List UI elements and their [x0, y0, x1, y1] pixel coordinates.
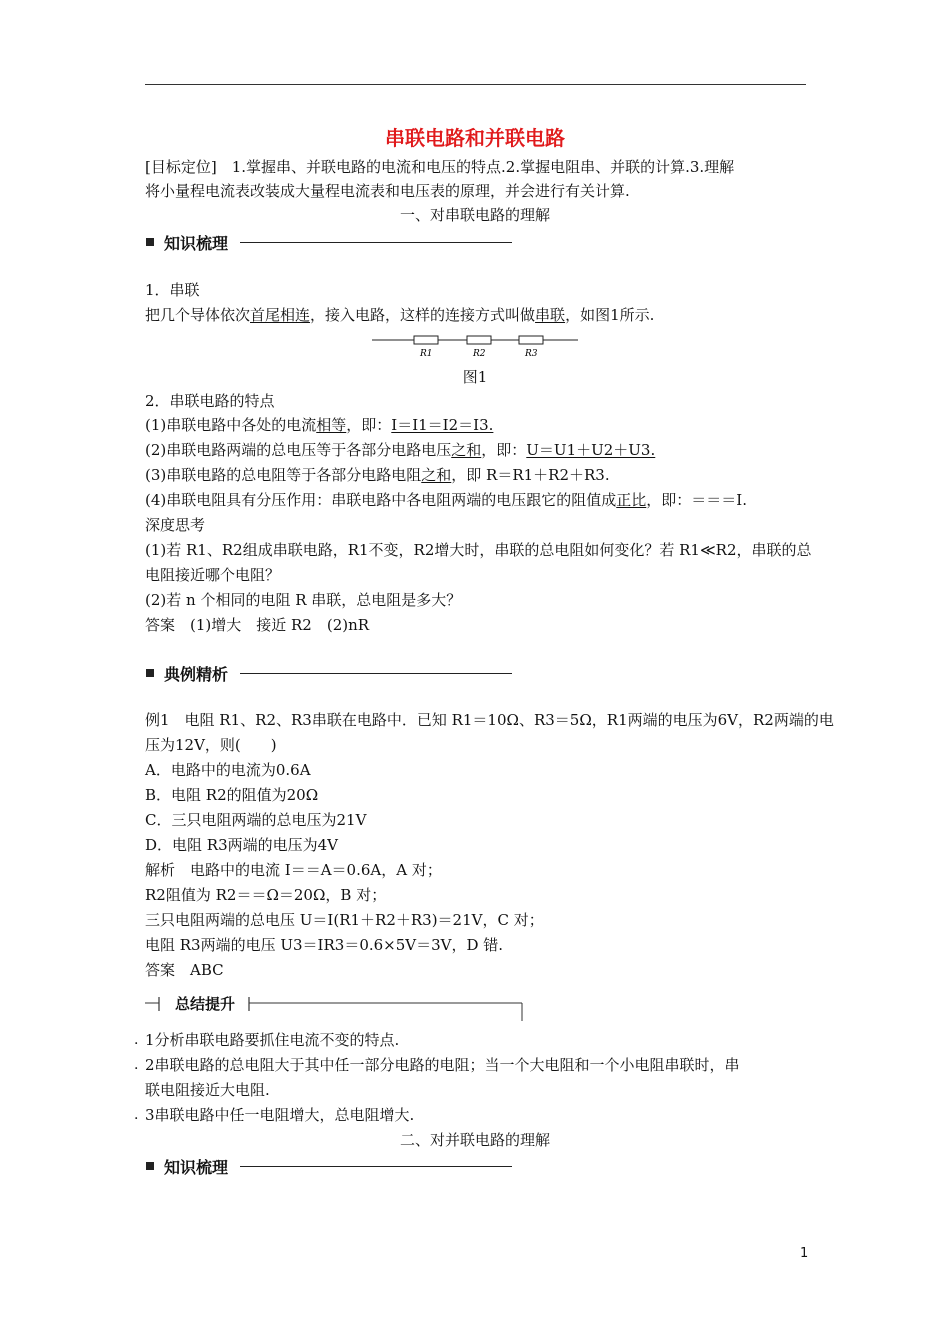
option-a: A．电路中的电流为0.6A — [145, 761, 311, 779]
example-answer: 答案 ABC — [145, 961, 224, 979]
section-label: 典例精析 — [164, 664, 229, 684]
section-rule — [240, 1166, 512, 1167]
series-heading: 1．串联 — [145, 281, 200, 299]
summary-header — [145, 995, 523, 1021]
series-circuit-figure — [372, 331, 578, 361]
resistor-r3 — [519, 336, 543, 344]
underlined-term: 首尾相连 — [250, 306, 311, 324]
solution-line-3: 三只电阻两端的总电压 U＝I(R1＋R2＋R3)＝21V，C 对； — [145, 911, 544, 929]
underlined-term: 之和 — [421, 466, 452, 484]
feature-1 — [145, 413, 493, 437]
section-knowledge-1 — [145, 232, 512, 252]
square-bullet-icon — [146, 669, 154, 677]
section-label: 知识梳理 — [164, 1157, 229, 1177]
question-2: (2)若 n 个相同的电阻 R 串联，总电阻是多大？ — [145, 591, 462, 609]
part2-heading: 二、对并联电路的理解 — [399, 1131, 550, 1149]
text-segment: ，即： — [346, 416, 392, 434]
deep-thinking-heading: 深度思考 — [145, 516, 206, 534]
solution-line-4: 电阻 R3两端的电压 U3＝IR3＝0.6×5V＝3V，D 错. — [145, 936, 504, 954]
header-rule — [145, 84, 806, 85]
feature-4 — [145, 488, 747, 512]
text-segment: (3)串联电路的总电阻等于各部分电路电阻 — [145, 466, 422, 484]
objectives-line-1: [目标定位] 1.掌握串、并联电路的电流和电压的特点.2.掌握电阻串、并联的计算.3.理解 — [145, 158, 735, 176]
bullet-dot-icon: · — [134, 1061, 139, 1077]
text-segment: (2)串联电路两端的总电压等于各部分电路电压 — [145, 441, 452, 459]
underlined-term: 正比 — [616, 491, 647, 509]
underlined-term: 相等 — [316, 416, 347, 434]
text-segment: 把几个导体依次 — [145, 306, 251, 324]
option-c: C．三只电阻两端的总电压为21V — [145, 811, 367, 829]
summary-item-2-line-2: 联电阻接近大电阻. — [145, 1081, 270, 1099]
series-definition — [145, 303, 654, 327]
summary-item-3: 3串联电路中任一电阻增大，总电阻增大. — [145, 1106, 415, 1124]
text-segment: ，接入电路，这样的连接方式叫做 — [310, 306, 536, 324]
section-knowledge-2 — [145, 1156, 512, 1176]
example-line-1: 例1 电阻 R1、R2、R3串联在电路中．已知 R1＝10Ω、R3＝5Ω，R1两端的电压为6V，R2两端的电 — [145, 711, 834, 729]
square-bullet-icon — [146, 238, 154, 246]
summary-item-1: 1分析串联电路要抓住电流不变的特点. — [145, 1031, 400, 1049]
underlined-term: 之和 — [451, 441, 482, 459]
underlined-formula: I＝I1＝I2＝I3. — [391, 416, 494, 434]
text-segment: ，即 R＝R1＋R2＋R3. — [451, 466, 610, 484]
text-segment: ，即： — [481, 441, 527, 459]
question-1-line-2: 电阻接近哪个电阻？ — [145, 566, 281, 584]
underlined-formula: U＝U1＋U2＋U3. — [526, 441, 656, 459]
section-example — [145, 663, 512, 683]
question-1-line-1: (1)若 R1、R2组成串联电路，R1不变，R2增大时，串联的总电阻如何变化？若 R1≪R2，串联的总 — [145, 541, 812, 559]
resistor-r2 — [467, 336, 491, 344]
text-segment: (1)串联电路中各处的电流 — [145, 416, 317, 434]
summary-item-2-line-1: 2串联电路的总电阻大于其中任一部分电路的电阻；当一个大电阻和一个小电阻串联时，串 — [145, 1056, 740, 1074]
r3-label: R3 — [525, 349, 538, 359]
r1-label: R1 — [420, 349, 433, 359]
objectives-line-2: 将小量程电流表改装成大量程电流表和电压表的原理，并会进行有关计算. — [145, 182, 630, 200]
option-d: D．电阻 R3两端的电压为4V — [145, 836, 339, 854]
square-bullet-icon — [146, 1162, 154, 1170]
example-line-2: 压为12V，则( ) — [145, 736, 277, 754]
feature-3 — [145, 463, 610, 487]
section-rule — [240, 673, 512, 674]
page-number: 1 — [800, 1246, 809, 1261]
section-label: 知识梳理 — [164, 233, 229, 253]
summary-label: 总结提升 — [175, 995, 236, 1013]
text-segment: ，如图1所示. — [565, 306, 655, 324]
resistor-r1 — [414, 336, 438, 344]
bullet-dot-icon: · — [134, 1036, 139, 1052]
underlined-term: 串联 — [535, 306, 566, 324]
solution-line-2: R2阻值为 R2＝＝Ω＝20Ω，B 对； — [145, 886, 387, 904]
option-b: B．电阻 R2的阻值为20Ω — [145, 786, 319, 804]
r2-label: R2 — [473, 349, 486, 359]
bullet-dot-icon: · — [134, 1111, 139, 1127]
page-title: 串联电路和并联电路 — [385, 126, 565, 150]
text-segment: ，即：＝＝＝I. — [646, 491, 747, 509]
features-heading: 2．串联电路的特点 — [145, 392, 275, 410]
part1-heading: 一、对串联电路的理解 — [399, 206, 550, 224]
solution-line-1: 解析 电路中的电流 I＝＝A＝0.6A，A 对； — [145, 861, 442, 879]
section-rule — [240, 242, 512, 243]
figure-caption: 图1 — [462, 368, 488, 386]
deep-answer: 答案 (1)增大 接近 R2 (2)nR — [145, 616, 370, 634]
text-segment: (4)串联电阻具有分压作用：串联电路中各电阻两端的电压跟它的阻值成 — [145, 491, 617, 509]
feature-2 — [145, 438, 655, 462]
